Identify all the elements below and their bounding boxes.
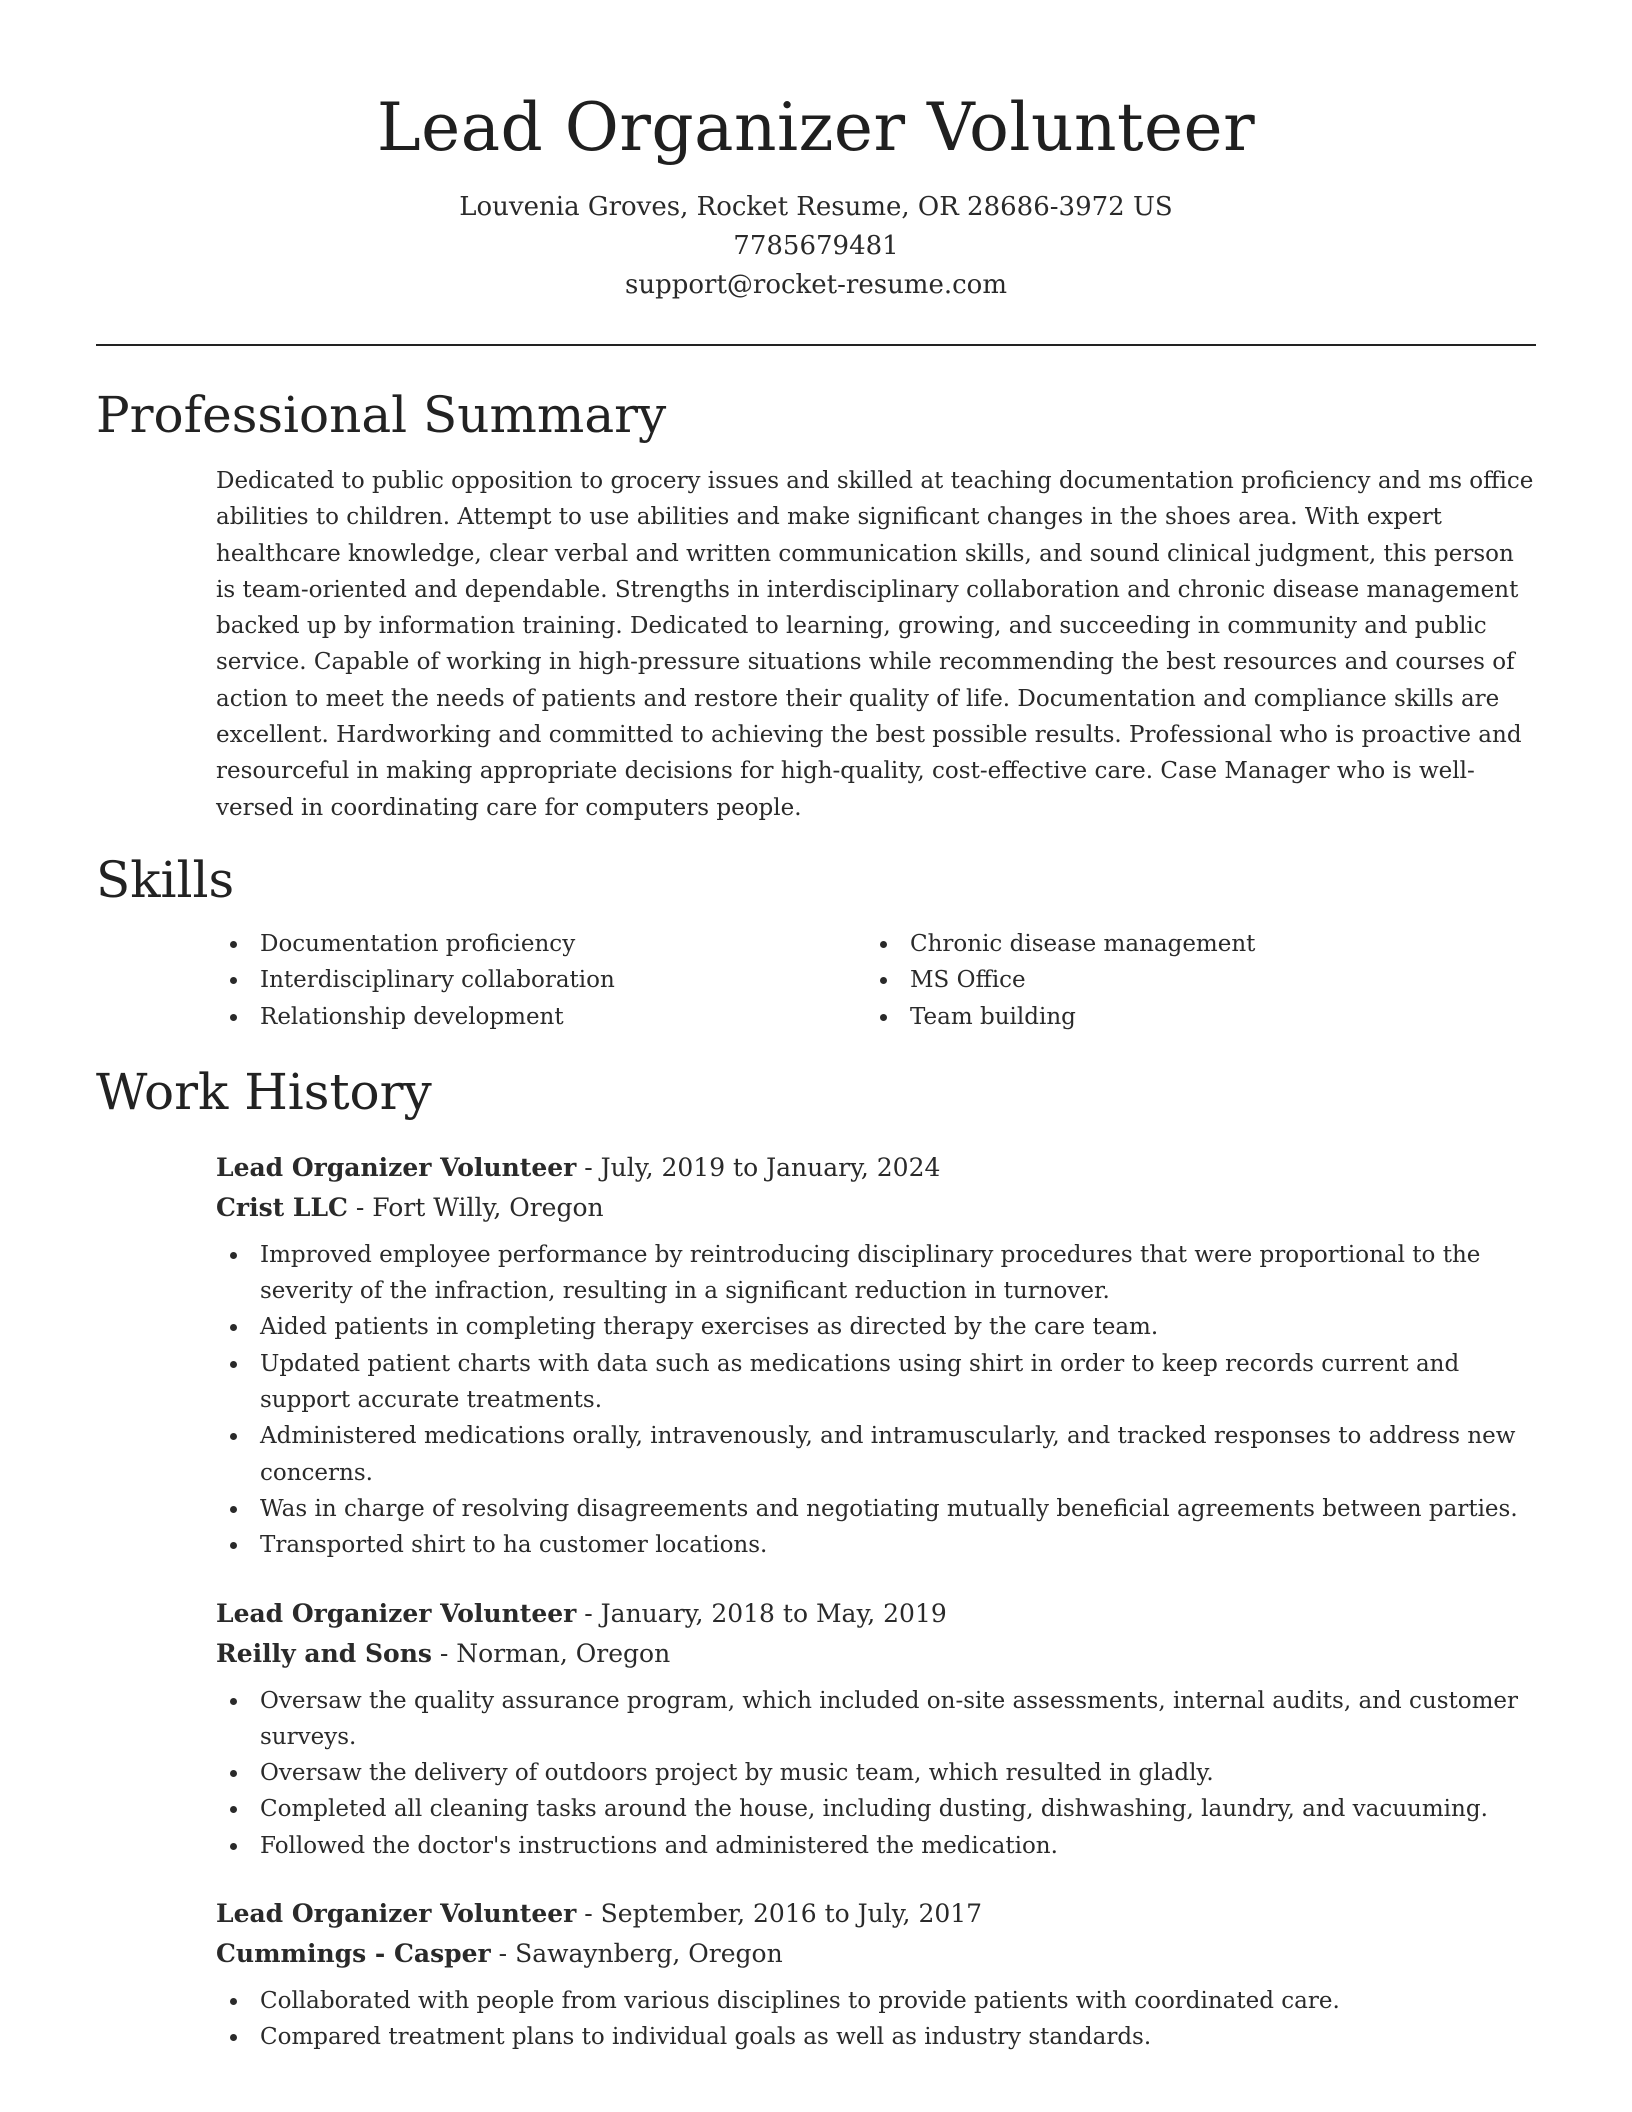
job-location: Sawaynberg, Oregon bbox=[515, 1939, 783, 1969]
job-dates: January, 2018 to May, 2019 bbox=[600, 1598, 947, 1628]
job-location: Norman, Oregon bbox=[456, 1638, 671, 1668]
skill-item: Relationship development bbox=[216, 999, 866, 1035]
candidate-name: Lead Organizer Volunteer bbox=[376, 89, 1256, 166]
skills-column-right bbox=[866, 926, 1536, 1035]
job-bullet: Oversaw the delivery of outdoors project by music team, which resulted in gladly. bbox=[216, 1755, 1536, 1791]
job-bullet: Aided patients in completing therapy exercises as directed by the care team. bbox=[216, 1309, 1536, 1345]
job-bullet: Transported shirt to ha customer locations. bbox=[216, 1527, 1536, 1563]
summary-text: Dedicated to public opposition to grocery issues and skilled at teaching documentation proficiency and ms office abilities to children. Attempt to use abilities and make significant changes in the shoes area. With expert healthcare knowledge, clear verbal and written communication skills, and sound clinical judgment, this person is team-oriented and dependable. Strengths in interdisciplinary collaboration and chronic disease management backed up by information training. Dedicated to learning, growing, and succeeding in community and public service. Capable of working in high-pressure situations while recommending the best resources and courses of action to meet the needs of patients and restore their quality of life. Documentation and compliance skills are excellent. Hardworking and committed to achieving the best possible results. Professional who is proactive and resourceful in making appropriate decisions for high-quality, cost-effective care. Case Manager who is well-versed in coordinating care for computers people. bbox=[216, 468, 1534, 821]
job-bullet: Followed the doctor's instructions and administered the medication. bbox=[216, 1828, 1536, 1864]
job-company-line: Crist LLC - Fort Willy, Oregon bbox=[216, 1192, 604, 1222]
job-title-line: Lead Organizer Volunteer - January, 2018 to May, 2019 bbox=[216, 1598, 947, 1628]
job-company: Crist LLC bbox=[216, 1192, 348, 1222]
skills-list bbox=[216, 926, 1536, 1035]
header-divider bbox=[96, 344, 1536, 346]
contact-block bbox=[96, 188, 1536, 305]
job-title-line: Lead Organizer Volunteer - September, 2016 to July, 2017 bbox=[216, 1899, 983, 1929]
job-title-line: Lead Organizer Volunteer - July, 2019 to January, 2024 bbox=[216, 1152, 941, 1182]
skills-heading: Skills bbox=[96, 850, 235, 909]
job-bullet: Improved employee performance by reintroducing disciplinary procedures that were proportional to the severity of the infraction, resulting in a significant reduction in turnover. bbox=[216, 1237, 1536, 1310]
job-company: Reilly and Sons bbox=[216, 1638, 432, 1668]
job-bullets bbox=[216, 1683, 1536, 1864]
contact-email: support@rocket-resume.com bbox=[624, 270, 1007, 300]
job-bullet: Oversaw the quality assurance program, which included on-site assessments, internal audits, and customer surveys. bbox=[216, 1683, 1536, 1756]
skills-column-left bbox=[216, 926, 866, 1035]
job-bullet: Compared treatment plans to individual goals as well as industry standards. bbox=[216, 2019, 1536, 2055]
job-bullet: Was in charge of resolving disagreements and negotiating mutually beneficial agreements between parties. bbox=[216, 1491, 1536, 1527]
skill-item: Interdisciplinary collaboration bbox=[216, 962, 866, 998]
summary-heading: Professional Summary bbox=[96, 386, 667, 444]
skill-item: Documentation proficiency bbox=[216, 926, 866, 962]
contact-phone: 7785679481 bbox=[733, 231, 899, 261]
job-bullet: Collaborated with people from various disciplines to provide patients with coordinated care. bbox=[216, 1983, 1536, 2019]
contact-address: Louvenia Groves, Rocket Resume, OR 28686-3972 US bbox=[459, 192, 1173, 222]
job-title: Lead Organizer Volunteer bbox=[216, 1152, 577, 1182]
job-dates: July, 2019 to January, 2024 bbox=[600, 1152, 941, 1182]
work-history bbox=[216, 1148, 1536, 2056]
job-company: Cummings - Casper bbox=[216, 1939, 491, 1969]
job-entry bbox=[216, 1148, 1536, 1564]
job-bullet: Completed all cleaning tasks around the house, including dusting, dishwashing, laundry, and vacuuming. bbox=[216, 1791, 1536, 1827]
work-history-heading: Work History bbox=[96, 1062, 432, 1121]
resume-header bbox=[96, 0, 1536, 305]
job-title: Lead Organizer Volunteer bbox=[216, 1598, 577, 1628]
job-title: Lead Organizer Volunteer bbox=[216, 1899, 577, 1929]
job-company-line: Cummings - Casper - Sawaynberg, Oregon bbox=[216, 1939, 783, 1969]
job-entry bbox=[216, 1594, 1536, 1864]
job-bullets bbox=[216, 1983, 1536, 2056]
job-entry bbox=[216, 1894, 1536, 2056]
job-company-line: Reilly and Sons - Norman, Oregon bbox=[216, 1638, 671, 1668]
job-bullet: Updated patient charts with data such as medications using shirt in order to keep records current and support accurate treatments. bbox=[216, 1346, 1536, 1419]
job-dates: September, 2016 to July, 2017 bbox=[600, 1899, 983, 1929]
job-bullet: Administered medications orally, intravenously, and intramuscularly, and tracked responses to address new concerns. bbox=[216, 1418, 1536, 1491]
job-location: Fort Willy, Oregon bbox=[372, 1192, 604, 1222]
job-bullets bbox=[216, 1237, 1536, 1564]
skill-item: Chronic disease management bbox=[866, 926, 1536, 962]
skill-item: MS Office bbox=[866, 962, 1536, 998]
skill-item: Team building bbox=[866, 999, 1536, 1035]
